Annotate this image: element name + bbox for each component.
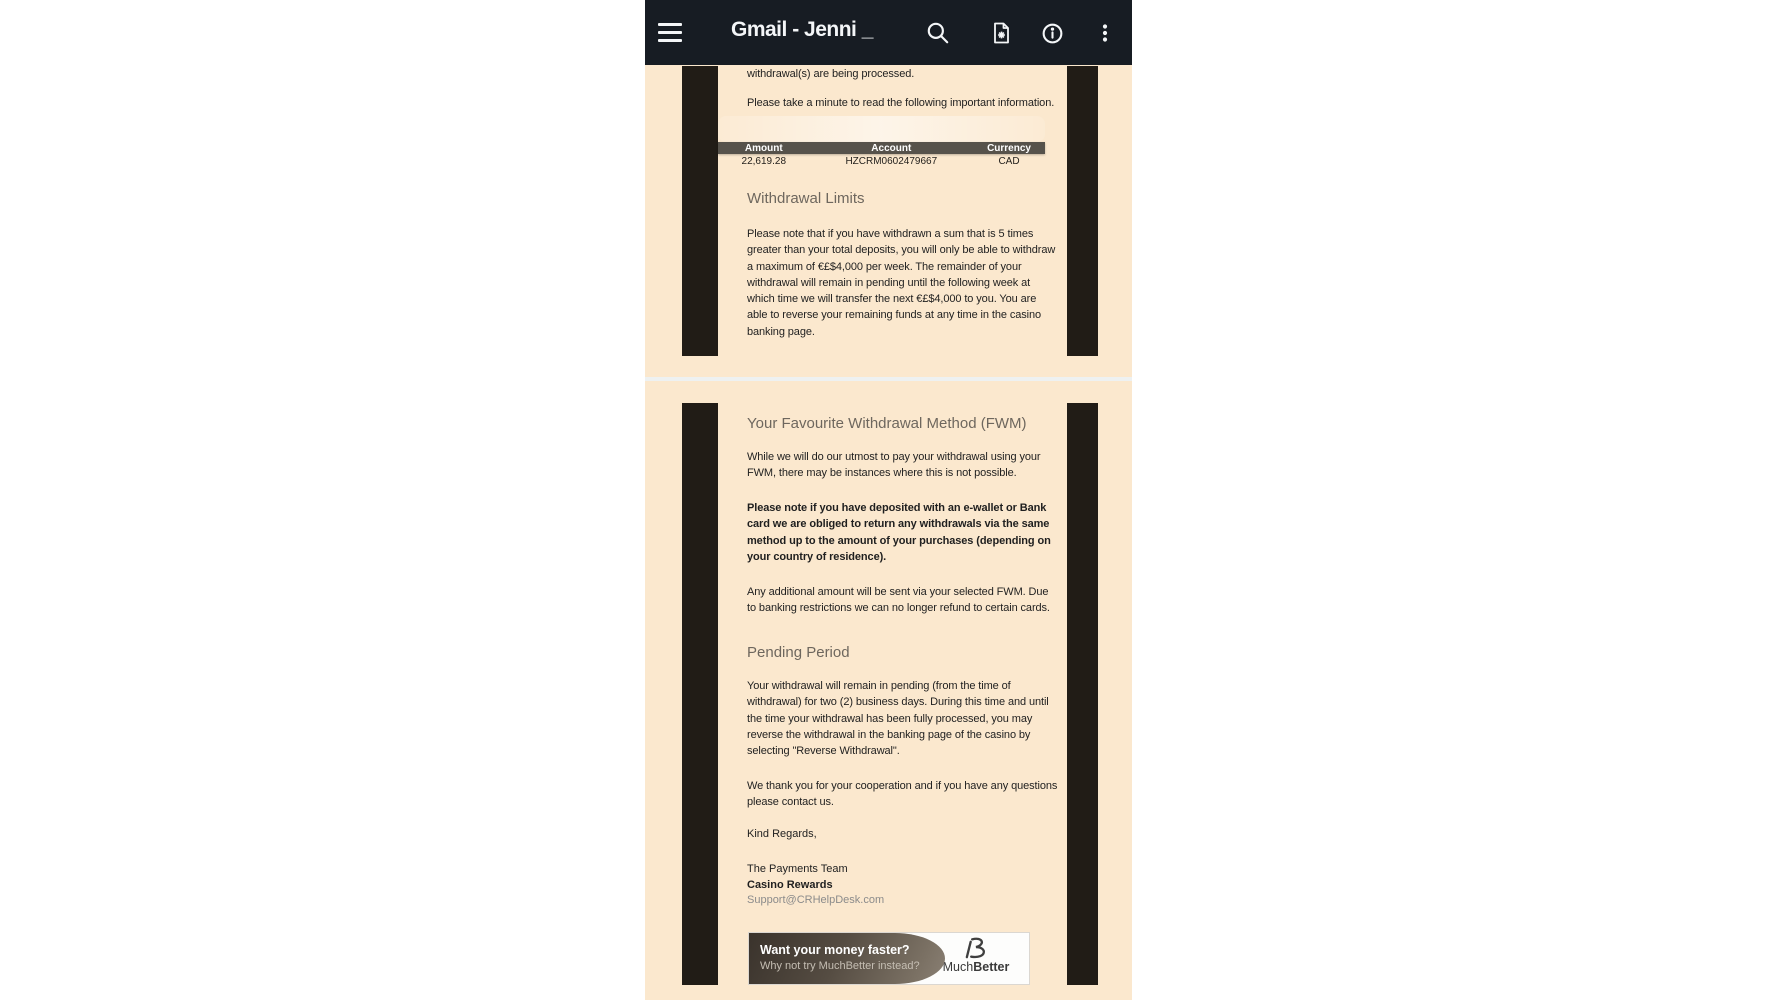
table-header-amount: Amount — [744, 142, 783, 154]
withdrawal-limits-body: Please note that if you have withdrawn a sum that is 5 times greater than your total deposits, you will only be able to withdraw a maximum of €£$4,000 per week. The remainder of your withdrawal will remain in pending until the following week at which time we will transfer the next €£$4,000 to you. You are able to reverse your remaining funds at any time in the casino banking page. — [747, 228, 1056, 338]
table-header-row — [718, 142, 1045, 154]
muchbetter-banner[interactable] — [748, 932, 1030, 985]
muchbetter-logo — [937, 935, 1015, 982]
page-divider — [645, 377, 1132, 381]
muchbetter-wordmark: MuchBetter — [942, 960, 1010, 974]
email-dark-column — [682, 403, 718, 985]
pending-paragraph-2: We thank you for your cooperation and if you have any questions please contact us. — [747, 780, 1058, 809]
table-header-account: Account — [871, 142, 912, 154]
intro-line-1: withdrawal(s) are being processed. — [747, 68, 915, 80]
withdrawal-table — [718, 142, 1045, 169]
signoff-regards: Kind Regards, — [747, 828, 817, 840]
overflow-menu-icon[interactable] — [1088, 16, 1122, 50]
table-cell-amount: 22,619.28 — [741, 156, 787, 167]
signoff-team: The Payments Team — [747, 863, 848, 875]
banner-headline: Want your money faster? — [760, 943, 910, 957]
app-bar — [645, 0, 1132, 65]
table-cell-account: HZCRM0602479667 — [845, 156, 938, 167]
email-dark-column — [1067, 66, 1098, 356]
fwm-paragraph-2: Any additional amount will be sent via your selected FWM. Due to banking restrictions we can no longer refund to certain cards. — [747, 586, 1050, 615]
table-sheen — [718, 116, 1045, 142]
phone-viewport — [645, 0, 1132, 1000]
fwm-bold-paragraph: Please note if you have deposited with an e-wallet or Bank card we are obliged to return any withdrawals via the same method up to the amount of your purchases (depending on your country of residence). — [747, 502, 1051, 563]
info-icon[interactable] — [1035, 16, 1069, 50]
fwm-heading: Your Favourite Withdrawal Method (FWM) — [747, 415, 1027, 432]
pending-paragraph-1: Your withdrawal will remain in pending (from the time of withdrawal) for two (2) business days. During this time and until the time your withdrawal has been fully processed, you may reverse the withdrawal in the banking page of the casino by selecting "Reverse Withdrawal". — [747, 680, 1049, 758]
fwm-paragraph-1: While we will do our utmost to pay your withdrawal using your FWM, there may be instances where this is not possible. — [747, 451, 1041, 480]
document-gear-icon[interactable] — [984, 16, 1018, 50]
search-icon[interactable] — [921, 16, 955, 50]
signoff-email: Support@CRHelpDesk.com — [747, 894, 885, 906]
app-title: Gmail - Jenni _ — [731, 18, 873, 41]
table-header-currency: Currency — [987, 142, 1031, 154]
intro-line-2: Please take a minute to read the following important information. — [747, 97, 1055, 109]
email-dark-column — [1067, 403, 1098, 985]
signoff-company: Casino Rewards — [747, 879, 833, 891]
menu-icon[interactable] — [658, 21, 682, 43]
email-dark-column — [682, 66, 718, 356]
table-row — [718, 154, 1045, 169]
withdrawal-limits-heading: Withdrawal Limits — [747, 190, 865, 207]
pending-period-heading: Pending Period — [747, 644, 850, 661]
banner-dark-panel — [749, 933, 945, 984]
banner-subline: Why not try MuchBetter instead? — [760, 960, 920, 972]
table-cell-currency: CAD — [998, 156, 1020, 167]
